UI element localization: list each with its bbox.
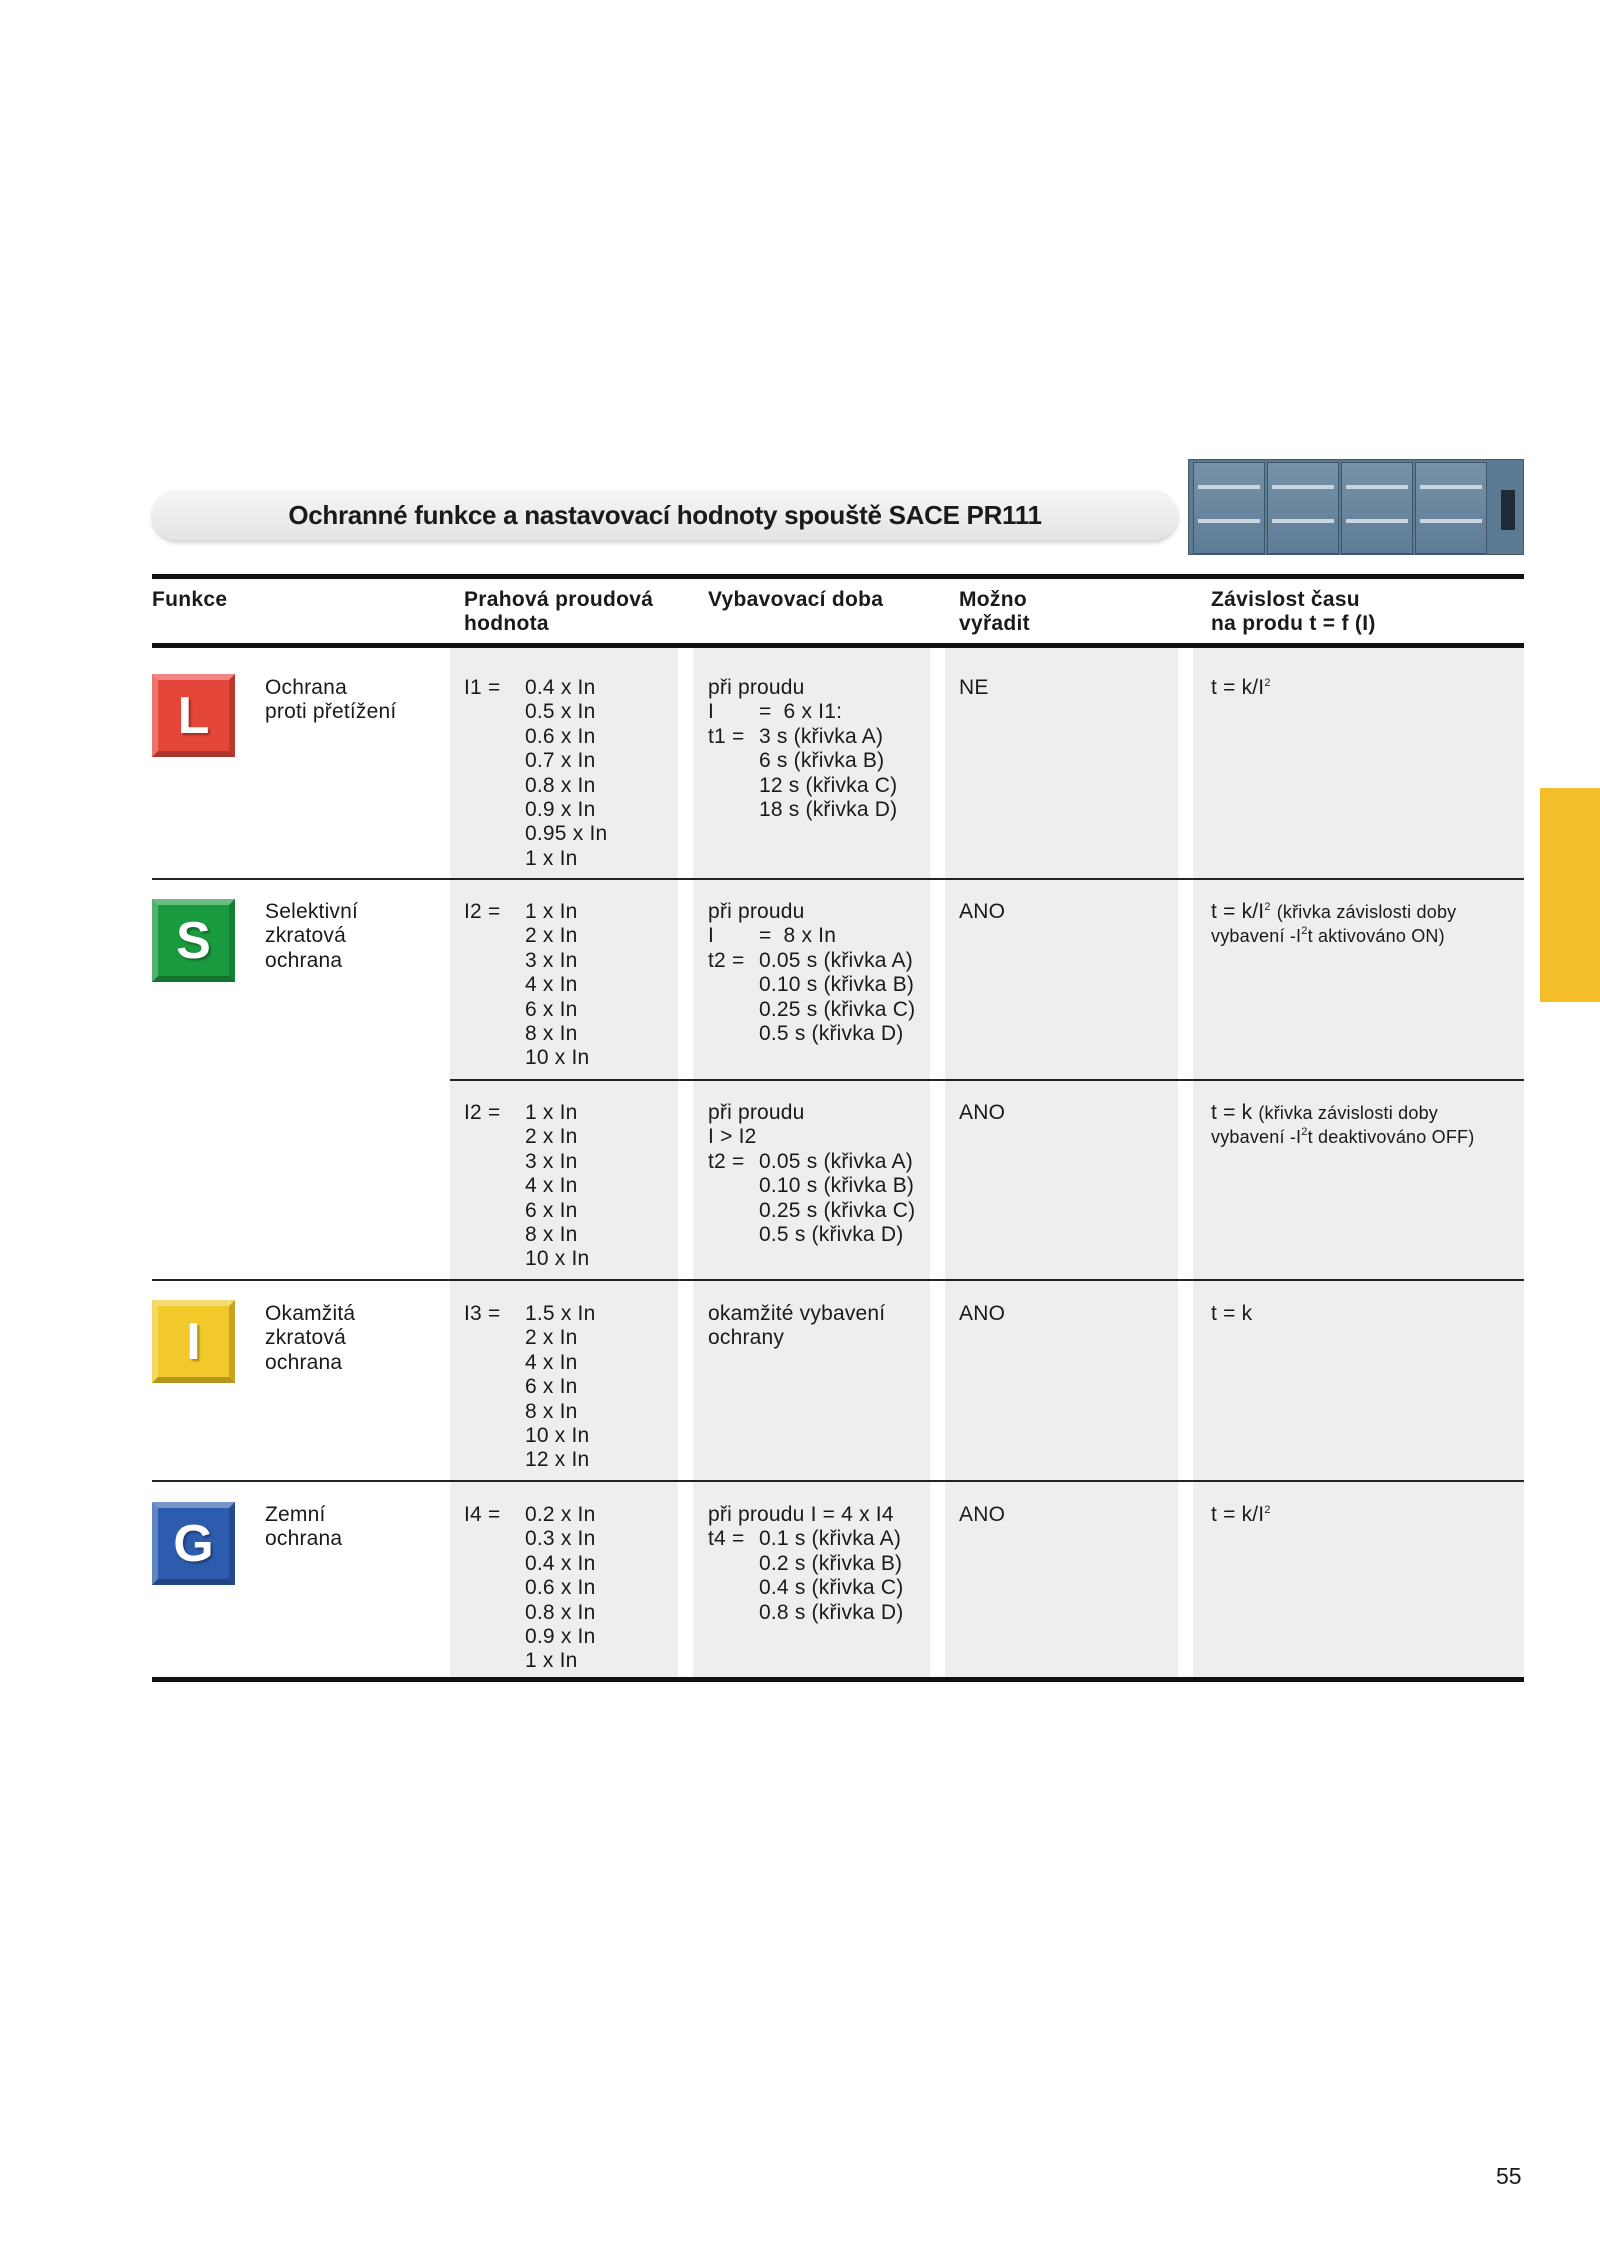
header-dependency: Závislost času na produ t = f (I): [1211, 588, 1376, 635]
threshold-values: 1 x In 2 x In 3 x In 4 x In 6 x In 8 x In 10 x In: [525, 900, 590, 1070]
trip-time-values: 0.1 s (křivka A) 0.2 s (křivka B) 0.4 s (křivka C) 0.8 s (křivka D): [759, 1527, 904, 1624]
trip-time-values: = 8 x In 0.05 s (křivka A) 0.10 s (křivka B) 0.25 s (křivka C) 0.5 s (křivka D): [759, 924, 916, 1046]
header-trip-time: Vybavovací doba: [708, 588, 884, 611]
header-threshold: Prahová proudová hodnota: [464, 588, 654, 635]
excludable-value: ANO: [959, 900, 1006, 923]
badge-l-icon: L: [152, 674, 235, 757]
table-bottom-rule: [152, 1677, 1524, 1682]
excludable-value: NE: [959, 676, 989, 699]
section-tab-marker: [1540, 788, 1600, 1002]
page-number: 55: [1496, 2163, 1522, 2189]
row-separator: [152, 878, 1524, 880]
threshold-label: I2 =: [464, 900, 501, 923]
threshold-values: 1 x In 2 x In 3 x In 4 x In 6 x In 8 x In 10 x In: [525, 1101, 590, 1271]
table-top-rule: [152, 574, 1524, 579]
dependency-value: t = k (křivka závislosti doby vybavení $-I^2t$ deaktivováno OFF): [1211, 1101, 1475, 1148]
dependency-value: t = k: [1211, 1302, 1253, 1325]
badge-i-icon: I: [152, 1300, 235, 1383]
function-name: Ochrana proti přetížení: [265, 676, 397, 724]
threshold-values: 0.2 x In 0.3 x In 0.4 x In 0.6 x In 0.8 x In 0.9 x In 1 x In: [525, 1503, 596, 1673]
threshold-label: I3 =: [464, 1302, 501, 1325]
header-bottom-rule: [152, 643, 1524, 648]
header-funkce: Funkce: [152, 588, 228, 611]
badge-g-icon: G: [152, 1502, 235, 1585]
threshold-values: 0.4 x In 0.5 x In 0.6 x In 0.7 x In 0.8 x In 0.9 x In 0.95 x In 1 x In: [525, 676, 608, 870]
dependency-value: $t = k/I^2$ (křivka závislosti doby vybavení $-I^2t$ aktivováno ON): [1211, 900, 1457, 947]
function-name: Okamžitá zkratová ochrana: [265, 1302, 356, 1374]
title-banner: [152, 490, 1178, 540]
trip-time-values: = 6 x I1: 3 s (křivka A) 6 s (křivka B) 12 s (křivka C) 18 s (křivka D): [759, 700, 898, 822]
excludable-value: ANO: [959, 1302, 1006, 1325]
trip-time-label: při proudu I t2 =: [708, 900, 805, 972]
dependency-value: $t = k/I^2$: [1211, 676, 1271, 699]
trip-time-label: okamžité vybavení ochrany: [708, 1302, 886, 1350]
trip-time-label: při proudu I > I2 t2 =: [708, 1101, 805, 1173]
threshold-label: I4 =: [464, 1503, 501, 1526]
function-name: Selektivní zkratová ochrana: [265, 900, 359, 972]
trip-time-label: při proudu I t1 =: [708, 676, 805, 748]
threshold-label: I2 =: [464, 1101, 501, 1124]
threshold-label: I1 =: [464, 676, 501, 699]
excludable-value: ANO: [959, 1101, 1006, 1124]
function-name: Zemní ochrana: [265, 1503, 343, 1551]
threshold-values: 1.5 x In 2 x In 4 x In 6 x In 8 x In 10 x In 12 x In: [525, 1302, 596, 1472]
trip-time-values: 0.05 s (křivka A) 0.10 s (křivka B) 0.25 s (křivka C) 0.5 s (křivka D): [759, 1149, 916, 1247]
row-separator: [152, 1279, 1524, 1281]
row-separator: [152, 1480, 1524, 1482]
trip-time-label: při proudu I = 4 x I4 t4 =: [708, 1503, 894, 1551]
header-excludable: Možno vyřadit: [959, 588, 1030, 635]
excludable-value: ANO: [959, 1503, 1006, 1526]
dependency-value: $t = k/I^2$: [1211, 1503, 1271, 1526]
row-separator: [450, 1079, 1524, 1081]
release-panel-image: [1188, 459, 1524, 555]
badge-s-icon: S: [152, 899, 235, 982]
page-title: Ochranné funkce a nastavovací hodnoty spouště SACE PR111: [288, 499, 1042, 530]
